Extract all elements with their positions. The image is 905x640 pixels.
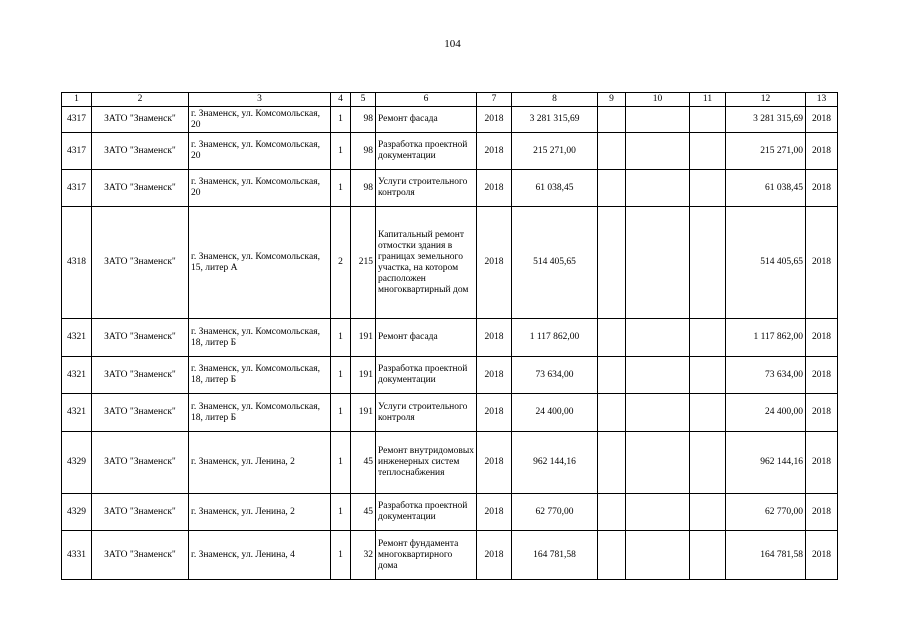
column-5-cell: 45 — [351, 432, 376, 494]
column-9-cell — [598, 319, 626, 357]
column-5-cell: 215 — [351, 207, 376, 319]
column-9-cell — [598, 357, 626, 394]
column-10-cell — [626, 357, 690, 394]
amount-cell: 73 634,00 — [512, 357, 598, 394]
address-cell: г. Знаменск, ул. Ленина, 2 — [189, 432, 331, 494]
column-9-cell — [598, 432, 626, 494]
organization-cell: ЗАТО "Знаменск" — [92, 133, 189, 170]
column-header: 9 — [598, 93, 626, 107]
total-amount-cell: 3 281 315,69 — [726, 107, 806, 133]
column-4-cell: 1 — [331, 133, 351, 170]
table-row — [62, 432, 838, 494]
work-type-cell: Разработка проектной документации — [376, 357, 477, 394]
column-10-cell — [626, 207, 690, 319]
column-10-cell — [626, 107, 690, 133]
table-row — [62, 133, 838, 170]
column-10-cell — [626, 133, 690, 170]
address-cell: г. Знаменск, ул. Ленина, 4 — [189, 531, 331, 580]
address-cell: г. Знаменск, ул. Комсомольская, 20 — [189, 107, 331, 133]
column-11-cell — [690, 357, 726, 394]
column-header: 1 — [62, 93, 92, 107]
column-10-cell — [626, 531, 690, 580]
table-row — [62, 531, 838, 580]
column-9-cell — [598, 207, 626, 319]
work-type-cell: Ремонт фасада — [376, 319, 477, 357]
year-cell: 2018 — [477, 394, 512, 432]
column-header: 10 — [626, 93, 690, 107]
amount-cell: 164 781,58 — [512, 531, 598, 580]
column-4-cell: 1 — [331, 394, 351, 432]
column-11-cell — [690, 170, 726, 207]
column-10-cell — [626, 494, 690, 531]
column-4-cell: 1 — [331, 319, 351, 357]
column-5-cell: 191 — [351, 394, 376, 432]
table-row — [62, 319, 838, 357]
column-4-cell: 1 — [331, 107, 351, 133]
table-row — [62, 357, 838, 394]
column-10-cell — [626, 394, 690, 432]
column-4-cell: 2 — [331, 207, 351, 319]
final-year-cell: 2018 — [806, 394, 838, 432]
amount-cell: 1 117 862,00 — [512, 319, 598, 357]
address-cell: г. Знаменск, ул. Комсомольская, 18, литер Б — [189, 319, 331, 357]
table-row — [62, 394, 838, 432]
organization-cell: ЗАТО "Знаменск" — [92, 170, 189, 207]
column-4-cell: 1 — [331, 531, 351, 580]
table-row — [62, 207, 838, 319]
year-cell: 2018 — [477, 531, 512, 580]
total-amount-cell: 164 781,58 — [726, 531, 806, 580]
row-number-cell: 4317 — [62, 133, 92, 170]
final-year-cell: 2018 — [806, 170, 838, 207]
row-number-cell: 4321 — [62, 319, 92, 357]
column-11-cell — [690, 531, 726, 580]
column-header: 4 — [331, 93, 351, 107]
column-4-cell: 1 — [331, 432, 351, 494]
address-cell: г. Знаменск, ул. Комсомольская, 18, литер Б — [189, 357, 331, 394]
amount-cell: 3 281 315,69 — [512, 107, 598, 133]
column-header: 2 — [92, 93, 189, 107]
column-10-cell — [626, 170, 690, 207]
row-number-cell: 4321 — [62, 357, 92, 394]
work-type-cell: Ремонт внутридомовых инженерных систем теплоснабжения — [376, 432, 477, 494]
row-number-cell: 4331 — [62, 531, 92, 580]
amount-cell: 215 271,00 — [512, 133, 598, 170]
year-cell: 2018 — [477, 207, 512, 319]
address-cell: г. Знаменск, ул. Ленина, 2 — [189, 494, 331, 531]
column-5-cell: 98 — [351, 107, 376, 133]
total-amount-cell: 1 117 862,00 — [726, 319, 806, 357]
amount-cell: 62 770,00 — [512, 494, 598, 531]
work-type-cell: Ремонт фасада — [376, 107, 477, 133]
column-9-cell — [598, 494, 626, 531]
column-9-cell — [598, 170, 626, 207]
column-header: 6 — [376, 93, 477, 107]
final-year-cell: 2018 — [806, 107, 838, 133]
work-type-cell: Ремонт фундамента многоквартирного дома — [376, 531, 477, 580]
organization-cell: ЗАТО "Знаменск" — [92, 319, 189, 357]
organization-cell: ЗАТО "Знаменск" — [92, 357, 189, 394]
organization-cell: ЗАТО "Знаменск" — [92, 494, 189, 531]
final-year-cell: 2018 — [806, 531, 838, 580]
year-cell: 2018 — [477, 107, 512, 133]
total-amount-cell: 514 405,65 — [726, 207, 806, 319]
column-5-cell: 32 — [351, 531, 376, 580]
address-cell: г. Знаменск, ул. Комсомольская, 18, литер Б — [189, 394, 331, 432]
work-type-cell: Услуги строительного контроля — [376, 394, 477, 432]
organization-cell: ЗАТО "Знаменск" — [92, 531, 189, 580]
organization-cell: ЗАТО "Знаменск" — [92, 107, 189, 133]
work-type-cell: Капитальный ремонт отмостки здания в границах земельного участка, на котором расположен многоквартирный дом — [376, 207, 477, 319]
column-header: 3 — [189, 93, 331, 107]
amount-cell: 61 038,45 — [512, 170, 598, 207]
column-11-cell — [690, 319, 726, 357]
row-number-cell: 4329 — [62, 432, 92, 494]
column-10-cell — [626, 319, 690, 357]
amount-cell: 514 405,65 — [512, 207, 598, 319]
total-amount-cell: 24 400,00 — [726, 394, 806, 432]
address-cell: г. Знаменск, ул. Комсомольская, 20 — [189, 133, 331, 170]
final-year-cell: 2018 — [806, 432, 838, 494]
column-header: 12 — [726, 93, 806, 107]
final-year-cell: 2018 — [806, 357, 838, 394]
column-5-cell: 191 — [351, 319, 376, 357]
table-row — [62, 170, 838, 207]
row-number-cell: 4317 — [62, 170, 92, 207]
column-header: 13 — [806, 93, 838, 107]
year-cell: 2018 — [477, 133, 512, 170]
column-header: 7 — [477, 93, 512, 107]
column-header: 5 — [351, 93, 376, 107]
year-cell: 2018 — [477, 170, 512, 207]
column-5-cell: 98 — [351, 133, 376, 170]
total-amount-cell: 61 038,45 — [726, 170, 806, 207]
row-number-cell: 4318 — [62, 207, 92, 319]
year-cell: 2018 — [477, 494, 512, 531]
column-5-cell: 191 — [351, 357, 376, 394]
column-9-cell — [598, 394, 626, 432]
total-amount-cell: 73 634,00 — [726, 357, 806, 394]
column-9-cell — [598, 107, 626, 133]
column-4-cell: 1 — [331, 357, 351, 394]
column-11-cell — [690, 207, 726, 319]
row-number-cell: 4329 — [62, 494, 92, 531]
row-number-cell: 4317 — [62, 107, 92, 133]
column-4-cell: 1 — [331, 494, 351, 531]
column-10-cell — [626, 432, 690, 494]
work-type-cell: Разработка проектной документации — [376, 494, 477, 531]
address-cell: г. Знаменск, ул. Комсомольская, 15, литер А — [189, 207, 331, 319]
total-amount-cell: 215 271,00 — [726, 133, 806, 170]
final-year-cell: 2018 — [806, 133, 838, 170]
column-5-cell: 98 — [351, 170, 376, 207]
final-year-cell: 2018 — [806, 319, 838, 357]
column-11-cell — [690, 494, 726, 531]
work-type-cell: Разработка проектной документации — [376, 133, 477, 170]
data-table — [61, 92, 838, 580]
page-number: 104 — [444, 38, 461, 50]
column-header: 11 — [690, 93, 726, 107]
address-cell: г. Знаменск, ул. Комсомольская, 20 — [189, 170, 331, 207]
column-9-cell — [598, 133, 626, 170]
column-11-cell — [690, 133, 726, 170]
organization-cell: ЗАТО "Знаменск" — [92, 207, 189, 319]
final-year-cell: 2018 — [806, 494, 838, 531]
amount-cell: 962 144,16 — [512, 432, 598, 494]
total-amount-cell: 62 770,00 — [726, 494, 806, 531]
year-cell: 2018 — [477, 357, 512, 394]
column-9-cell — [598, 531, 626, 580]
total-amount-cell: 962 144,16 — [726, 432, 806, 494]
column-number-row — [62, 93, 838, 107]
row-number-cell: 4321 — [62, 394, 92, 432]
amount-cell: 24 400,00 — [512, 394, 598, 432]
year-cell: 2018 — [477, 432, 512, 494]
table-row — [62, 107, 838, 133]
column-5-cell: 45 — [351, 494, 376, 531]
organization-cell: ЗАТО "Знаменск" — [92, 394, 189, 432]
year-cell: 2018 — [477, 319, 512, 357]
column-11-cell — [690, 394, 726, 432]
work-type-cell: Услуги строительного контроля — [376, 170, 477, 207]
column-4-cell: 1 — [331, 170, 351, 207]
column-header: 8 — [512, 93, 598, 107]
organization-cell: ЗАТО "Знаменск" — [92, 432, 189, 494]
table-row — [62, 494, 838, 531]
column-11-cell — [690, 107, 726, 133]
table-body — [62, 93, 838, 580]
final-year-cell: 2018 — [806, 207, 838, 319]
column-11-cell — [690, 432, 726, 494]
